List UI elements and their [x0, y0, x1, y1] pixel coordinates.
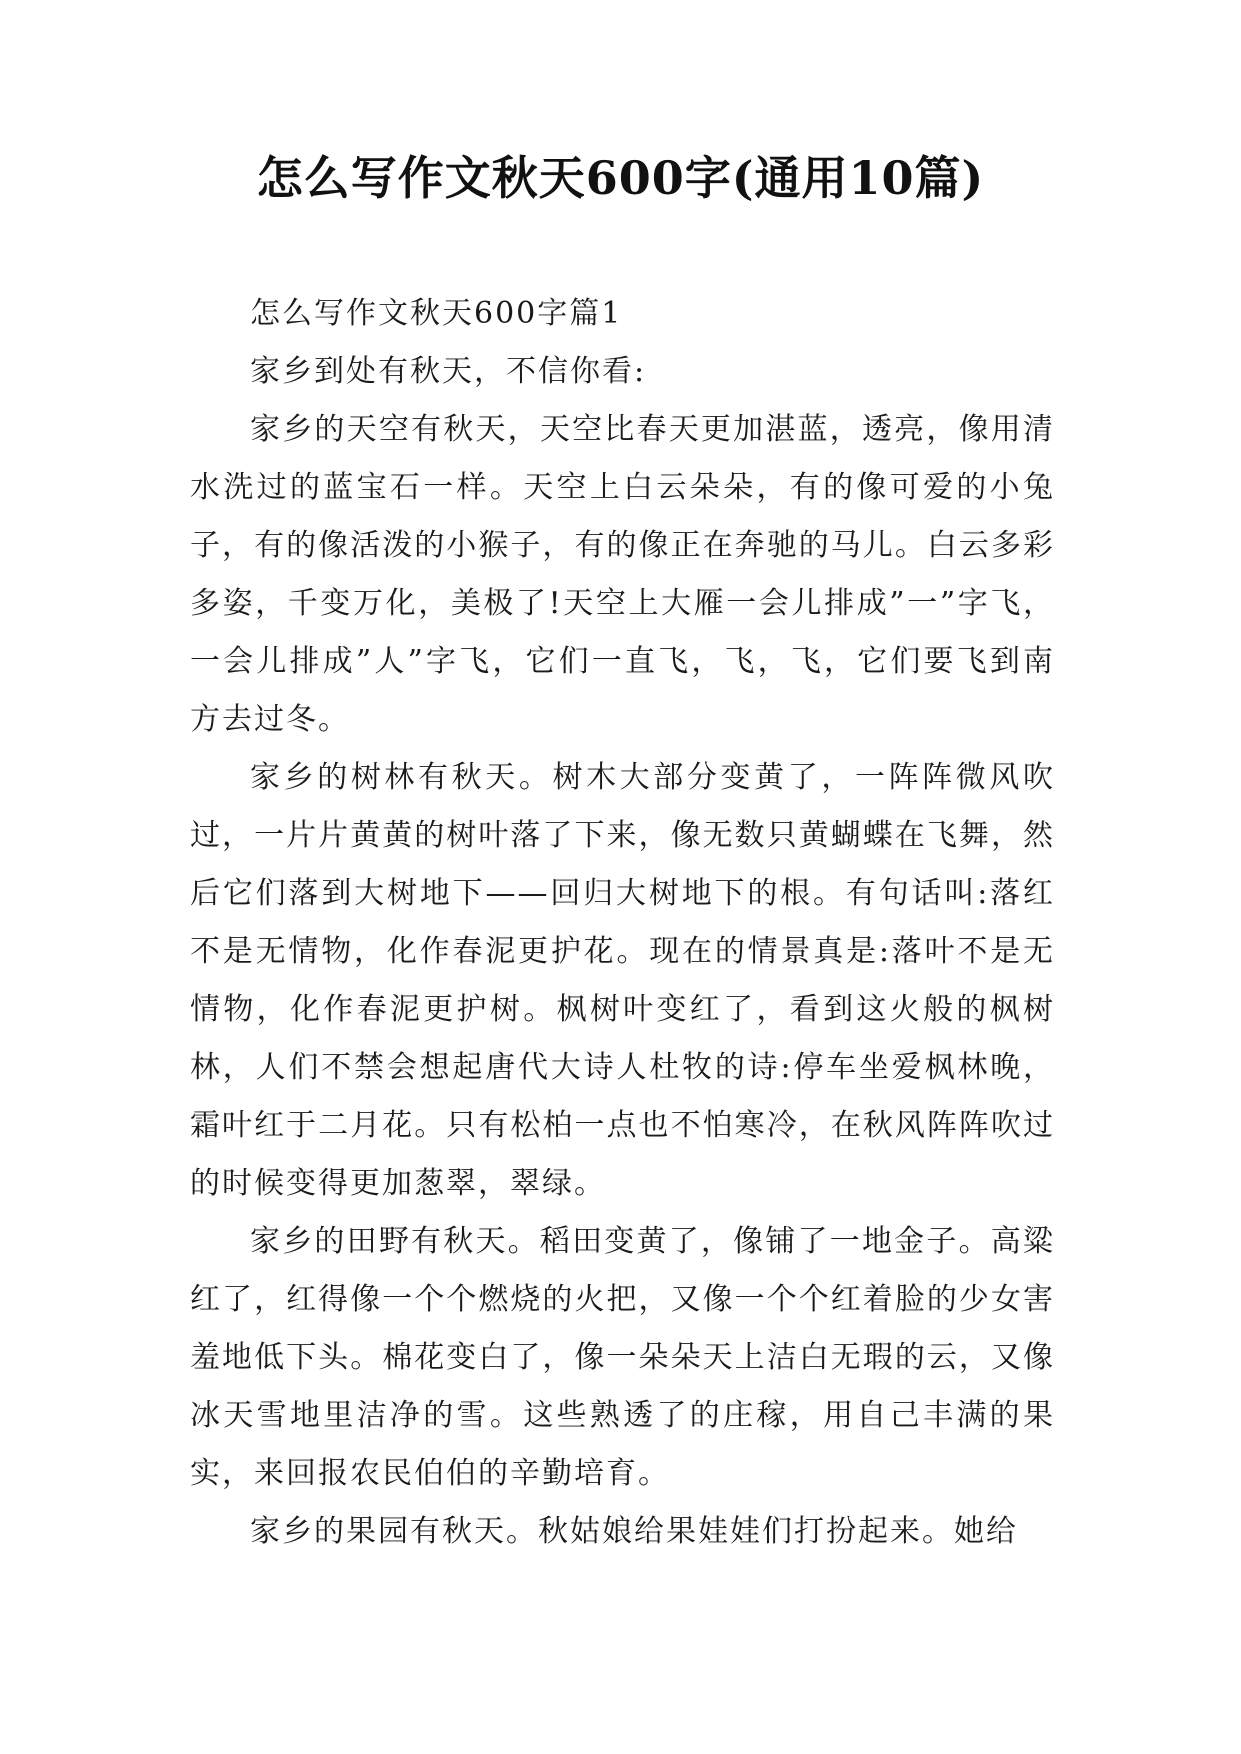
paragraph: 家乡的树林有秋天。树木大部分变黄了，一阵阵微风吹过，一片片黄黄的树叶落了下来，像无数只黄蝴蝶在飞舞，然后它们落到大树地下——回归大树地下的根。有句话叫:落红不是无情物，化作春泥更护花。现在的情景真是:落叶不是无情物，化作春泥更护树。枫树叶变红了，看到这火般的枫树林，人们不禁会想起唐代大诗人杜牧的诗:停车坐爱枫林晚，霜叶红于二月花。只有松柏一点也不怕寒冷，在秋风阵阵吹过的时候变得更加葱翠，翠绿。 — [190, 760, 1055, 1201]
document-title: 怎么写作文秋天600字(通用10篇) — [256, 151, 985, 205]
paragraph: 家乡的果园有秋天。秋姑娘给果娃娃们打扮起来。她给 — [250, 1514, 1018, 1549]
paragraph: 家乡的田野有秋天。稻田变黄了，像铺了一地金子。高粱红了，红得像一个个燃烧的火把，又像一个个红着脸的少女害羞地低下头。棉花变白了，像一朵朵天上洁白无瑕的云，又像冰天雪地里洁净的雪。这些熟透了的庄稼，用自己丰满的果实，来回报农民伯伯的辛勤培育。 — [190, 1224, 1055, 1491]
document-body — [190, 285, 1055, 1561]
section-heading: 怎么写作文秋天600字篇1 — [250, 296, 623, 331]
paragraph: 家乡的天空有秋天，天空比春天更加湛蓝，透亮，像用清水洗过的蓝宝石一样。天空上白云朵朵，有的像可爱的小兔子，有的像活泼的小猴子，有的像正在奔驰的马儿。白云多彩多姿，千变万化，美极了!天空上大雁一会儿排成”一”字飞，一会儿排成”人”字飞，它们一直飞，飞，飞，它们要飞到南方去过冬。 — [190, 412, 1055, 737]
paragraph: 家乡到处有秋天，不信你看: — [250, 354, 647, 389]
